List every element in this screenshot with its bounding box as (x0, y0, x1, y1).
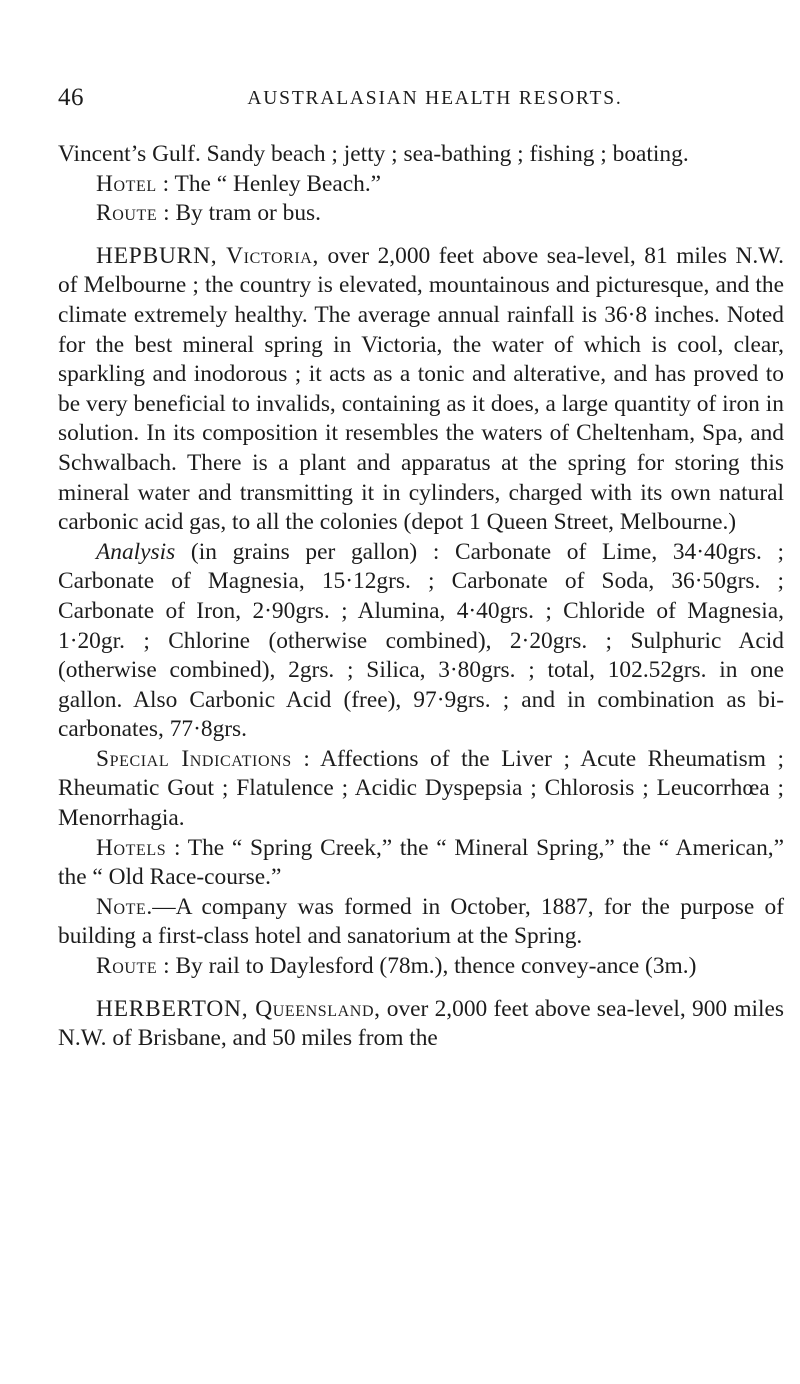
paragraph-hotel-henley (58, 170, 784, 200)
hotel-text: : The “ Henley Beach.” (156, 170, 382, 197)
entry-text-hepburn: over 2,000 feet above sea-level, 81 miles N.W. of Melbourne ; the country is elevated, mountainous and picturesque, and the climate extremely healthy. The average annual rainfall is 36·8 inches. Noted for the best mineral spring in Victoria, the water of which is cool, clear, sparkling and inodorous ; it acts as a tonic and alterative, and has proved to be very beneficial to invalids, containing as it does, a large quantity of iron in solution. In its composition it resembles the waters of Cheltenham, Spa, and Schwalbach. There is a plant and apparatus at the spring for storing this mineral water and transmitting it in cylinders, charged with its own natural carbonic acid gas, to all the colonies (depot 1 Queen Street, Melbourne.) (58, 242, 784, 536)
analysis-label: Analysis (96, 538, 176, 565)
entry-name-hepburn: HEPBURN, (96, 242, 218, 269)
route-label: Route (96, 953, 158, 980)
route-text: : By rail to Daylesford (78m.), thence convey-ance (3m.) (157, 953, 697, 980)
special-indications-text: : Affections of the Liver ; Acute Rheumatism ; Rheumatic Gout ; Flatulence ; Acidic Dyspepsia ; Chlorosis ; Leucorrhœa ; Menorrhagia. (58, 745, 785, 832)
entry-state-queensland: Queensland, (248, 995, 381, 1022)
entry-state-victoria: Victoria, (217, 242, 319, 269)
note-label: Note (96, 893, 147, 920)
paragraph-analysis (58, 538, 784, 745)
hotels-label: Hotels (96, 834, 167, 861)
entry-hepburn (58, 242, 784, 538)
paragraph-route-tram (58, 199, 784, 229)
paragraph-hotels (58, 834, 784, 893)
paragraph-vincents-gulf: Vincent’s Gulf. Sandy beach ; jetty ; sea-bathing ; fishing ; boating. (58, 141, 689, 167)
paragraph-route-rail (58, 952, 784, 982)
hotel-label: Hotel (96, 170, 157, 197)
page-body (58, 140, 784, 1054)
special-indications-label: Special Indications (96, 745, 292, 772)
page-number: 46 (58, 84, 84, 111)
paragraph-special-indications (58, 745, 784, 834)
running-title: AUSTRALASIAN HEALTH RESORTS. (247, 88, 623, 109)
analysis-text: (in grains per gallon) : Carbonate of Lime, 34·40grs. ; Carbonate of Magnesia, 15·12grs. ; Carbonate of Soda, 36·50grs. ; Carbonate of Iron, 2·90grs. ; Alumina, 4·40grs. ; Chloride of Magnesia, 1·20gr. ; Chlorine (otherwise combined), 2·20grs. ; Sulphuric Acid (otherwise combined), 2grs. ; Silica, 3·80grs. ; total, 102.52grs. in one gallon. Also Carbonic Acid (free), 97·9grs. ; and in combination as bi-carbonates, 77·8grs. (58, 538, 784, 743)
entry-name-herberton: HERBERTON, (96, 995, 249, 1022)
running-head (58, 84, 782, 114)
entry-herberton (58, 995, 784, 1054)
note-text: .—A company was formed in October, 1887, for the purpose of building a first-class hotel and sanatorium at the Spring. (58, 893, 784, 950)
route-label: Route (96, 200, 158, 227)
hotels-text: : The “ Spring Creek,” the “ Mineral Spring,” the “ American,” the “ Old Race-course.” (58, 834, 784, 891)
entry-text-herberton: over 2,000 feet above sea-level, 900 miles N.W. of Brisbane, and 50 miles from the (58, 995, 785, 1052)
route-text: : By tram or bus. (157, 200, 321, 227)
paragraph-note (58, 893, 784, 952)
